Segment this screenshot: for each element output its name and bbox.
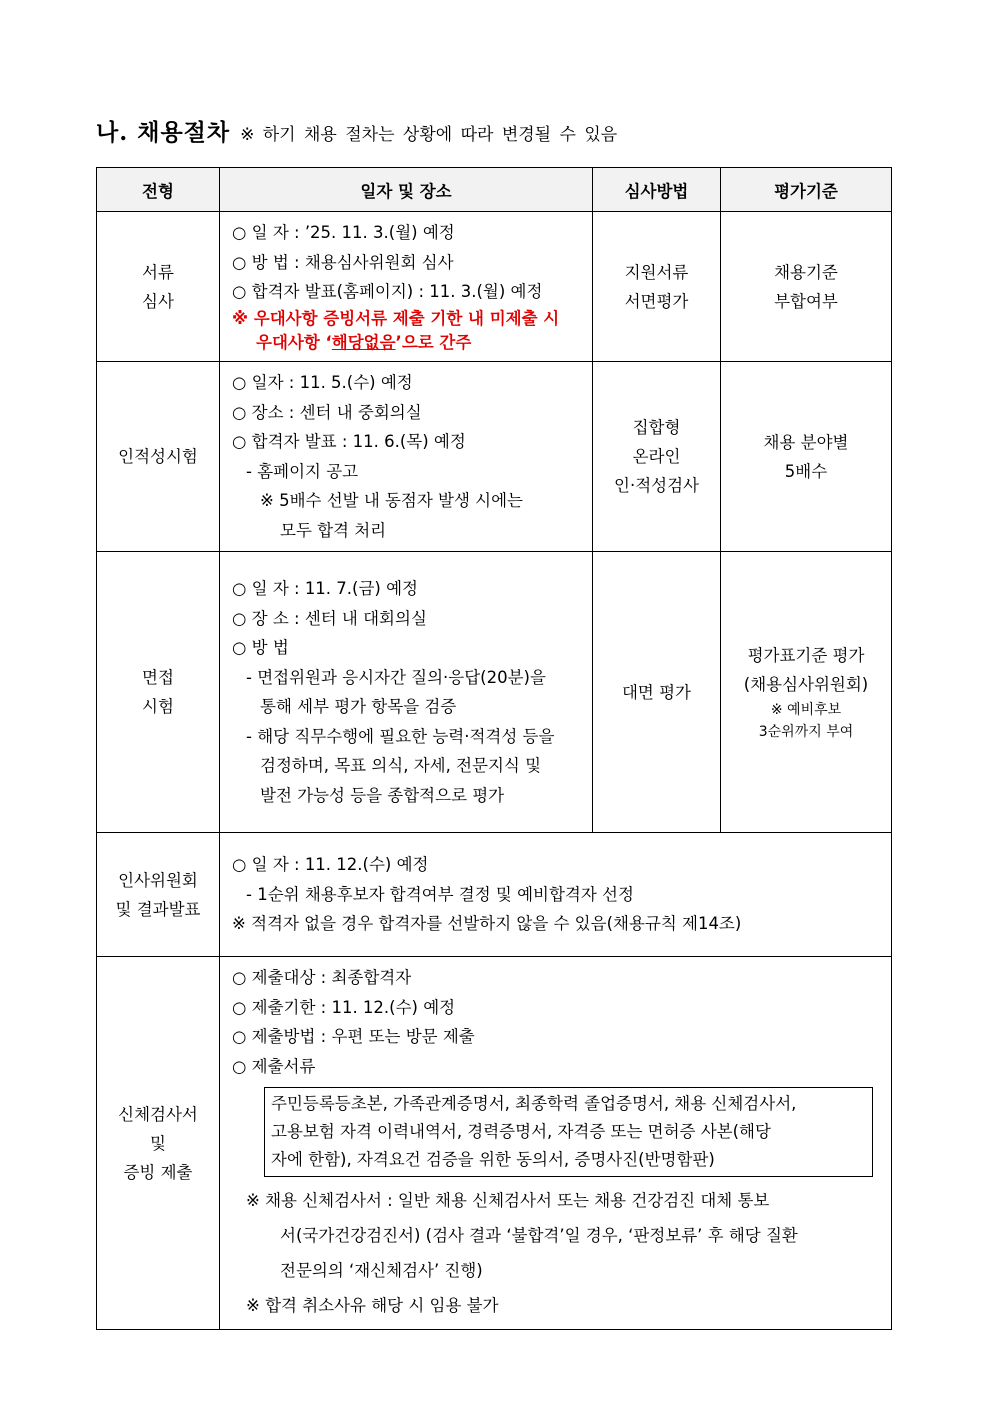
warning-note: ※ 우대사항 증빙서류 제출 기한 내 미제출 시 우대사항 ‘해당없음’으로 간주 xyxy=(232,308,560,352)
details-cell: ○ 일자 : 11. 5.(수) 예정 ○ 장소 : 센터 내 중회의실 ○ 합격자 발표 : 11. 6.(목) 예정 - 홈페이지 공고 ※ 5배수 선발 내 동점자 발생 시에는 모두 합격 처리 xyxy=(220,362,593,552)
table-row xyxy=(97,833,892,957)
required-documents-box: 주민등록등초본, 가족관계증명서, 최종학력 졸업증명서, 채용 신체검사서, 고용보험 자격 이력내역서, 경력증명서, 자격증 또는 면허증 사본(해당 자에 한함), 자격요건 검증을 위한 동의서, 증명사진(반명함판) xyxy=(264,1087,873,1177)
details-cell: ○ 일 자 : ’25. 11. 3.(월) 예정 ○ 방 법 : 채용심사위원회 심사 ○ 합격자 발표(홈페이지) : 11. 3.(월) 예정 ※ 우대사항 증빙서류 제출 기한 내 미제출 시 우대사항 ‘해당없음’으로 간주 xyxy=(220,212,593,362)
table-row xyxy=(97,552,892,833)
table-row xyxy=(97,362,892,552)
hiring-procedure-table xyxy=(96,167,892,1330)
table-row xyxy=(97,957,892,1330)
header-date-place: 일자 및 장소 xyxy=(220,168,593,212)
stage-cell: 면접 시험 xyxy=(97,552,220,833)
stage-cell: 인적성시험 xyxy=(97,362,220,552)
method-cell: 집합형 온라인 인·적성검사 xyxy=(593,362,721,552)
header-criteria: 평가기준 xyxy=(721,168,892,212)
table-header-row xyxy=(97,168,892,212)
table-row xyxy=(97,212,892,362)
details-cell: ○ 일 자 : 11. 12.(수) 예정 - 1순위 채용후보자 합격여부 결정 및 예비합격자 선정 ※ 적격자 없을 경우 합격자를 선발하지 않을 수 있음(채용규칙 제14조) xyxy=(220,833,892,957)
criteria-cell: 평가표기준 평가 (채용심사위원회) ※ 예비후보 3순위까지 부여 xyxy=(721,552,892,833)
method-cell: 지원서류 서면평가 xyxy=(593,212,721,362)
section-heading xyxy=(96,114,617,147)
stage-cell: 신체검사서 및 증빙 제출 xyxy=(97,957,220,1330)
section-title: 나. 채용절차 xyxy=(96,119,231,146)
header-method: 심사방법 xyxy=(593,168,721,212)
criteria-cell: 채용 분야별 5배수 xyxy=(721,362,892,552)
criteria-cell: 채용기준 부합여부 xyxy=(721,212,892,362)
details-cell: ○ 일 자 : 11. 7.(금) 예정 ○ 장 소 : 센터 내 대회의실 ○ 방 법 - 면접위원과 응시자간 질의·응답(20분)을 통해 세부 평가 항목을 검증 - 해당 직무수행에 필요한 능력·적격성 등을 검정하며, 목표 의식, 자세, 전문지식 및 발전 가능성 등을 종합적으로 평가 xyxy=(220,552,593,833)
header-stage: 전형 xyxy=(97,168,220,212)
details-cell: ○ 제출대상 : 최종합격자 ○ 제출기한 : 11. 12.(수) 예정 ○ 제출방법 : 우편 또는 방문 제출 ○ 제출서류 주민등록등초본, 가족관계증명서, 최종학력 졸업증명서, 채용 신체검사서, 고용보험 자격 이력내역서, 경력증명서, 자격증 또는 면허증 사본(해당 자에 한함), 자격요건 검증을 위한 동의서, 증명사진(반명함판) ※ 채용 신체검사서 : 일반 채용 신체검사서 또는 채용 건강검진 대체 통보 서(국가건강검진서) (검사 결과 ‘불합격’일 경우, ‘판정보류’ 후 해당 질환 전문의의 ‘재신체검사’ 진행) ※ 합격 취소사유 해당 시 임용 불가 xyxy=(220,957,892,1330)
stage-cell: 인사위원회 및 결과발표 xyxy=(97,833,220,957)
method-cell: 대면 평가 xyxy=(593,552,721,833)
section-note: ※ 하기 채용 절차는 상황에 따라 변경될 수 있음 xyxy=(240,125,618,145)
stage-cell: 서류 심사 xyxy=(97,212,220,362)
